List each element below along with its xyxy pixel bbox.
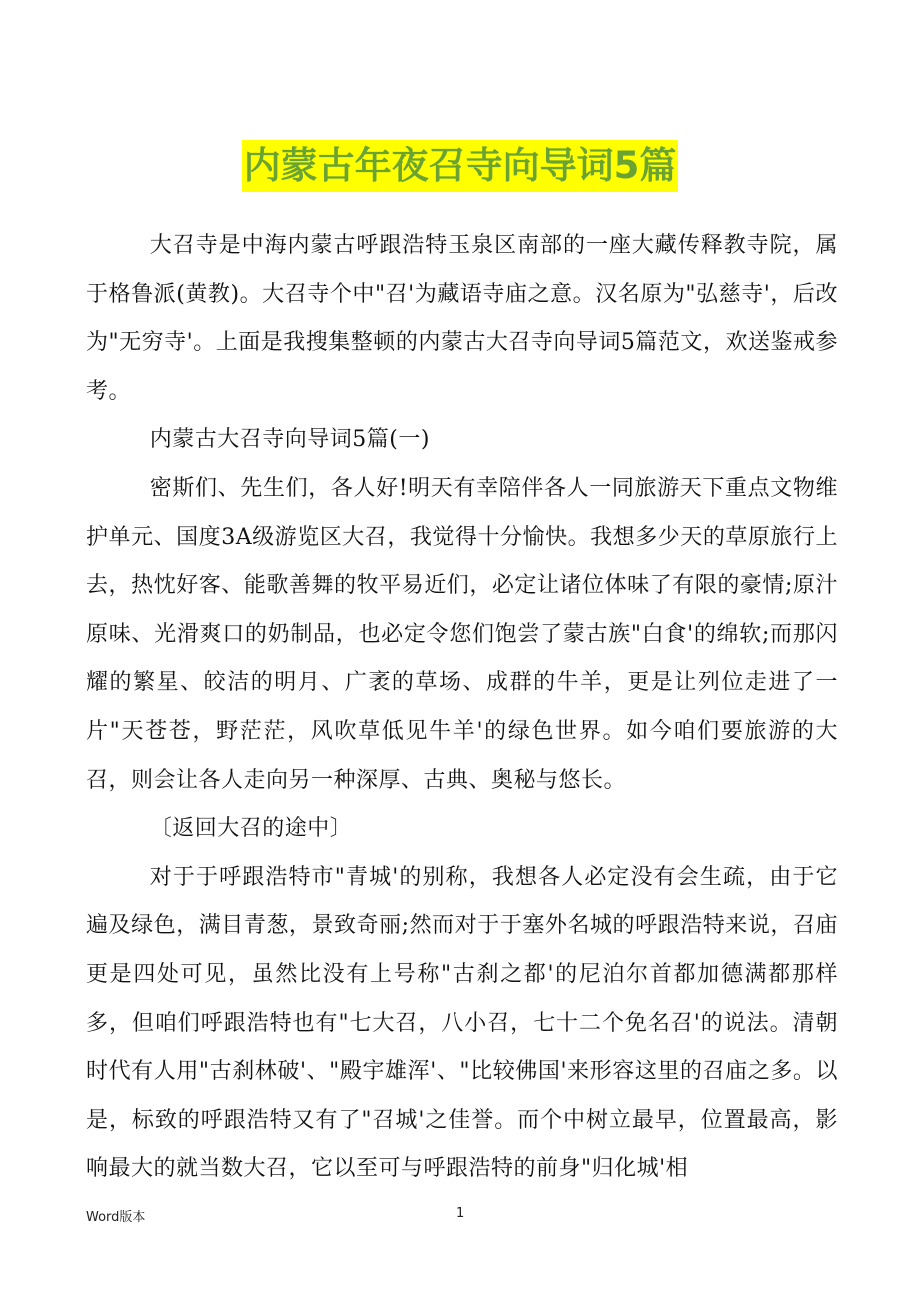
document-body (86, 222, 838, 1194)
footer-label: Word版本 (86, 1210, 146, 1225)
paragraph-intro: 大召寺是中海内蒙古呼跟浩特玉泉区南部的一座大藏传释教寺院，属于格鲁派(黄教)。大召寺个中"召'为藏语寺庙之意。汉名原为"弘慈寺'，后改为"无穷寺'。上面是我搜集整顿的内蒙古大召寺向导词5篇范文，欢送鉴戒参考。 (86, 233, 838, 404)
document-title: 内蒙古年夜召寺向导词5篇 (242, 140, 679, 192)
paragraph-stage-direction: 〔返回大召的途中〕 (149, 816, 353, 842)
title-wrap (0, 140, 920, 192)
paragraph-city-description: 对于于呼跟浩特市"青城'的别称，我想各人必定没有会生疏，由于它遍及绿色，满目青葱，景致奇丽;然而对于于塞外名城的呼跟浩特来说，召庙更是四处可见，虽然比没有上号称"古刹之都'的尼泊尔首都加德满都那样多，但咱们呼跟浩特也有"七大召，八小召，七十二个免名召'的说法。清朝时代有人用"古刹林破'、"殿宇雄浑'、"比较佛国'来形容这里的召庙之多。以是，标致的呼跟浩特又有了"召城'之佳誉。而个中树立最早，位置最高，影响最大的就当数大召，它以至可与呼跟浩特的前身"归化城'相 (86, 864, 838, 1182)
page-number: 1 (456, 1206, 465, 1221)
paragraph-section-heading: 内蒙古大召寺向导词5篇(一) (149, 427, 430, 453)
paragraph-greeting: 密斯们、先生们，各人好!明天有幸陪伴各人一同旅游天下重点文物维护单元、国度3A级游览区大召，我觉得十分愉快。我想多少天的草原旅行上去，热忱好客、能歌善舞的牧平易近们，必定让诸位体味了有限的豪情;原汁原味、光滑爽口的奶制品，也必定令您们饱尝了蒙古族"白食'的绵软;而那闪耀的繁星、皎洁的明月、广袤的草场、成群的牛羊，更是让列位走进了一片"天苍苍，野茫茫，风吹草低见牛羊'的绿色世界。如今咱们要旅游的大召，则会让各人走向另一种深厚、古典、奥秘与悠长。 (86, 475, 838, 793)
